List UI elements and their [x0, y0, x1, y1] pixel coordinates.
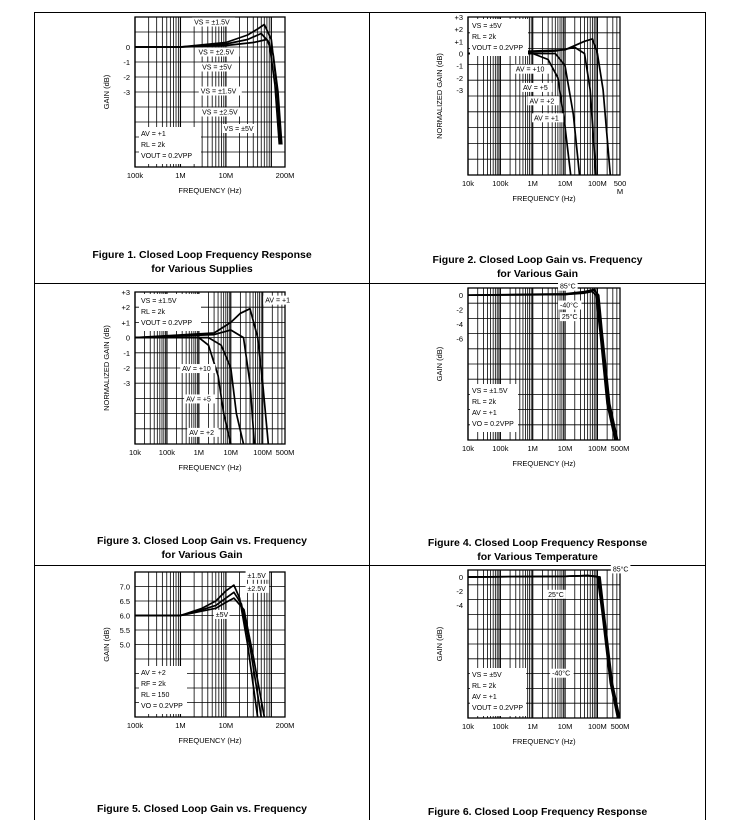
fig6-xtick-label: 10k	[461, 722, 475, 731]
fig5-condition-text: VO = 0.2VPP	[141, 703, 183, 710]
fig2-xtick-label: 10M	[557, 179, 573, 188]
fig1-curve-label: VS = ±2.5V	[202, 109, 238, 117]
fig6-xtick-label: 100k	[492, 722, 509, 731]
fig6-ytick-label: -4	[456, 601, 463, 611]
fig6-curve-label: -40°C	[552, 670, 571, 678]
fig3-series-line	[135, 330, 254, 444]
figure-4-panel	[370, 284, 705, 565]
figure-6-caption	[370, 805, 705, 819]
fig5-condition-text: AV = +2	[141, 670, 166, 677]
fig4-curve-label: 25°C	[561, 314, 578, 322]
figure-2-caption	[370, 253, 705, 281]
figure-4-subtitle: for Various Temperature	[477, 551, 598, 563]
fig3-curve-label: AV = +5	[186, 396, 211, 404]
fig2-condition-text: VS = ±5V	[472, 23, 502, 30]
fig6-ytick-label: -2	[456, 587, 463, 597]
fig5-ytick-label: 6.0	[119, 611, 130, 621]
fig4-condition-text: AV = +1	[472, 410, 497, 417]
figure-4-caption	[370, 536, 705, 564]
figure-5-chart	[35, 566, 369, 796]
fig5-xtick-label: 1M	[175, 721, 186, 730]
figure-6-panel	[370, 566, 705, 820]
figure-2-title: Figure 2. Closed Loop Gain vs. Frequency	[432, 254, 643, 266]
fig3-xtick-label: 500M	[275, 448, 295, 457]
figure-4-title: Figure 4. Closed Loop Frequency Response	[427, 537, 648, 549]
fig4-condition-text: RL = 2k	[472, 399, 497, 406]
figure-3-subtitle: for Various Gain	[161, 549, 243, 561]
fig6-condition-text: VOUT = 0.2VPP	[472, 705, 524, 712]
fig5-ytick-label: 6.5	[119, 597, 130, 606]
figure-6-title: Figure 6. Closed Loop Frequency Response	[427, 806, 648, 818]
figure-2-panel	[370, 13, 705, 283]
figure-2-chart	[370, 13, 705, 243]
fig2-xtick-label: 10k	[461, 179, 475, 188]
fig4-xtick-label: 1M	[527, 444, 538, 453]
fig5-xtick-label: 10M	[218, 721, 234, 730]
fig5-ylabel: GAIN (dB)	[102, 627, 111, 662]
figure-4-chart	[370, 284, 705, 524]
fig2-ytick-label: -2	[456, 73, 463, 83]
fig6-ytick-label: 0	[458, 573, 463, 583]
figure-1-subtitle: for Various Supplies	[151, 263, 253, 275]
fig2-ytick-label: -1	[456, 61, 463, 71]
fig6-condition-text: RL = 2k	[472, 683, 497, 690]
fig1-curve-label: VS = ±5V	[223, 126, 254, 133]
fig5-condition-text: RL = 150	[141, 692, 170, 699]
figure-2-subtitle: for Various Gain	[496, 268, 579, 280]
fig2-ytick-label: +1	[454, 37, 463, 47]
fig2-ytick-label: 0	[458, 49, 463, 59]
fig4-ytick-label: 0	[458, 291, 463, 301]
fig2-condition-text: RL = 2k	[472, 34, 497, 41]
fig1-condition-text: RL = 2k	[141, 142, 166, 149]
fig1-curve-label: VS = ±1.5V	[194, 19, 230, 27]
fig1-ylabel: GAIN (dB)	[102, 74, 111, 110]
fig3-curve-label: AV = +2	[189, 429, 215, 437]
figure-3-caption	[35, 534, 369, 562]
fig3-ytick-label: +2	[121, 303, 130, 313]
figure-6-chart	[370, 566, 705, 796]
figure-1-title: Figure 1. Closed Loop Frequency Response	[92, 249, 312, 261]
fig4-xtick-label: 100M	[588, 444, 607, 453]
fig1-ytick-label: -2	[123, 73, 130, 82]
fig3-xtick-label: 10k	[128, 448, 142, 457]
fig5-ytick-label: 5.0	[119, 640, 130, 650]
fig4-xtick-label: 500M	[610, 444, 630, 453]
fig5-condition-text: RF = 2k	[141, 681, 166, 688]
fig2-ytick-label: +2	[454, 25, 463, 35]
figure-1-caption	[35, 248, 369, 276]
fig2-curve-label: AV = +2	[529, 98, 555, 106]
fig3-xtick-label: 1M	[193, 448, 205, 457]
figure-5-title: Figure 5. Closed Loop Gain vs. Frequency	[96, 803, 308, 815]
fig3-ytick-label: +1	[121, 318, 130, 328]
fig4-ytick-label: -2	[456, 305, 463, 315]
fig3-curve-label: AV = +1	[265, 297, 290, 305]
fig2-ylabel: NORMALIZED GAIN (dB)	[435, 53, 444, 139]
fig4-xtick-label: 10M	[557, 444, 573, 453]
fig5-xtick-label: 200M	[275, 721, 295, 730]
fig3-condition-text: RL = 2k	[141, 309, 166, 316]
fig3-condition-text: VS = ±1.5V	[141, 298, 177, 305]
fig2-xtick-label: 1M	[527, 179, 538, 188]
figure-3-chart	[35, 284, 369, 524]
figure-1-chart	[35, 13, 369, 243]
fig3-xlabel: FREQUENCY (Hz)	[178, 463, 242, 472]
fig1-xtick-label: 10M	[218, 171, 234, 180]
fig6-xtick-label: 500M	[610, 722, 630, 731]
fig1-ytick-label: -1	[123, 58, 130, 67]
fig1-curve-label: VS = ±5V	[202, 64, 232, 72]
fig5-ytick-label: 7.0	[119, 582, 130, 592]
fig4-xtick-label: 10k	[461, 444, 475, 453]
fig6-condition-text: VS = ±5V	[472, 672, 502, 679]
fig6-xlabel: FREQUENCY (Hz)	[512, 737, 576, 746]
fig1-condition-text: VOUT = 0.2VPP	[141, 153, 193, 160]
fig2-xtick-unit: M	[616, 187, 624, 196]
fig6-xtick-label: 10M	[557, 722, 573, 731]
fig2-curve-label: AV = +5	[522, 84, 548, 92]
fig1-xtick-label: 200M	[275, 171, 295, 180]
fig1-condition-text: AV = +1	[141, 131, 166, 138]
fig2-ytick-label: -3	[456, 85, 463, 95]
figure-5-panel	[35, 566, 369, 820]
fig1-xlabel: FREQUENCY (Hz)	[178, 186, 242, 195]
fig2-ytick-label: +3	[454, 13, 463, 22]
fig1-curve-label: VS = ±2.5V	[198, 49, 235, 57]
figure-3-panel	[35, 284, 369, 565]
fig6-curve-label: 85°C	[612, 566, 629, 574]
fig3-ytick-label: -1	[123, 348, 130, 358]
fig2-curve-label: AV = +10	[515, 66, 545, 74]
fig3-curve-label: AV = +10	[182, 366, 211, 374]
fig2-series-line	[468, 39, 610, 175]
fig2-curve-label: AV = +1	[534, 115, 559, 123]
fig4-ytick-label: -6	[456, 334, 463, 344]
fig5-xlabel: FREQUENCY (Hz)	[178, 736, 242, 745]
fig3-ylabel: NORMALIZED GAIN (dB)	[102, 325, 111, 411]
fig2-xtick-label: 100k	[492, 179, 509, 188]
fig6-xtick-label: 100M	[588, 722, 607, 731]
fig2-condition-text: VOUT = 0.2VPP	[472, 45, 524, 52]
fig3-ytick-label: 0	[125, 333, 130, 343]
fig3-xtick-label: 100k	[158, 448, 176, 457]
fig4-condition-text: VO = 0.2VPP	[472, 421, 514, 428]
fig6-condition-text: AV = +1	[472, 694, 497, 701]
fig2-xlabel: FREQUENCY (Hz)	[512, 194, 576, 203]
fig6-curve-label: 25°C	[548, 591, 564, 599]
figure-3-title: Figure 3. Closed Loop Gain vs. Frequency	[96, 535, 308, 547]
fig3-xtick-label: 10M	[223, 448, 239, 457]
fig4-xlabel: FREQUENCY (Hz)	[512, 459, 576, 468]
fig4-condition-text: VS = ±1.5V	[472, 388, 508, 395]
fig5-ytick-label: 5.5	[119, 626, 130, 635]
fig1-xtick-label: 1M	[175, 171, 186, 180]
fig4-curve-label: -40°C	[560, 302, 579, 310]
fig2-xtick-label: 100M	[588, 179, 607, 188]
fig1-ytick-label: 0	[125, 43, 130, 52]
fig5-curve-label: ±2.5V	[247, 585, 266, 593]
fig5-curve-label: ±1.5V	[247, 572, 266, 580]
figure-1-panel	[35, 13, 369, 283]
fig3-xtick-label: 100M	[253, 448, 273, 457]
fig1-ytick-label: -3	[123, 88, 130, 97]
fig3-ytick-label: -3	[123, 379, 130, 389]
fig3-ytick-label: +3	[121, 288, 130, 297]
fig2-xtick-label: 500	[613, 179, 627, 188]
fig4-curve-label: 85°C	[560, 283, 576, 291]
fig1-xtick-label: 100k	[126, 171, 144, 180]
fig4-xtick-label: 100k	[492, 444, 509, 453]
fig4-ytick-label: -4	[456, 320, 463, 330]
fig6-ylabel: GAIN (dB)	[435, 626, 444, 662]
fig5-xtick-label: 100k	[126, 721, 144, 730]
fig3-condition-text: VOUT = 0.2VPP	[141, 320, 193, 327]
figure-5-caption	[35, 802, 369, 816]
fig6-xtick-label: 1M	[527, 722, 538, 731]
fig4-ylabel: GAIN (dB)	[435, 346, 444, 382]
fig1-curve-label: VS = ±1.5V	[200, 88, 237, 96]
fig3-ytick-label: -2	[123, 364, 130, 373]
frame-right-border	[705, 12, 706, 820]
fig5-curve-label: ±5V	[215, 611, 229, 619]
